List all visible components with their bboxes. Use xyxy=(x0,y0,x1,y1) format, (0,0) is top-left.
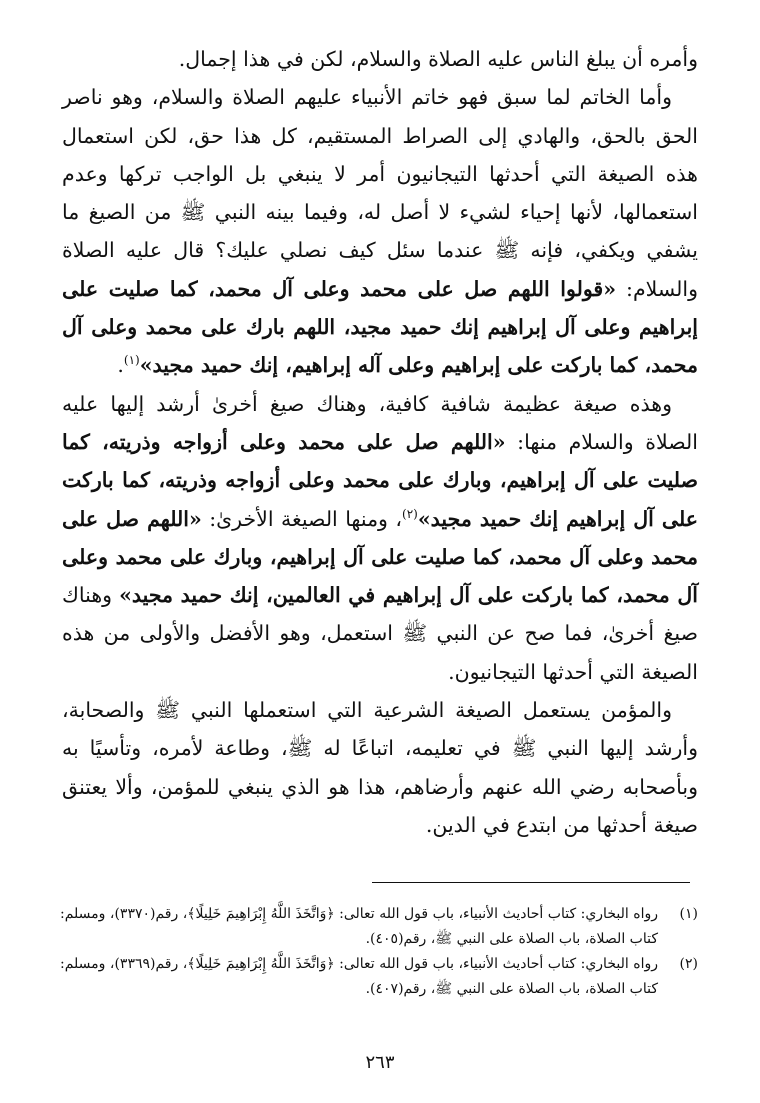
footnotes xyxy=(60,902,698,1002)
footnote-1 xyxy=(60,902,698,952)
salat-formula-quote-3: «اللهم صل على محمد وعلى آل محمد، كما صليت على آل إبراهيم، وبارك على محمد وعلى آل محمد، كما باركت على آل إبراهيم في العالمين، إنك حميد مجيد» xyxy=(62,506,698,608)
paragraph-2-end: . xyxy=(117,353,124,378)
paragraph-2-text: وأما الخاتم لما سبق فهو خاتم الأنبياء عليهم الصلاة والسلام، وهو ناصر الحق بالحق، والهادي إلى الصراط المستقيم، كل هذا حق، لكن استعمال هذه الصيغة التي أحدثها التيجانيون أمر لا ينبغي بل الواجب تركها وعدم استعمالها، لأنها إحياء لشيء لا أصل له، وفيما بينه النبي ﷺ من الصيغ ما يشفي ويكفي، فإنه ﷺ عندما سئل كيف نصلي عليك؟ قال عليه الصلاة والسلام: xyxy=(62,85,698,301)
main-text xyxy=(62,40,698,844)
footnote-ref-1[interactable]: (١) xyxy=(123,353,140,368)
paragraph-1: وأمره أن يبلغ الناس عليه الصلاة والسلام، لكن في هذا إجمال. xyxy=(178,47,698,71)
footnote-ref-2[interactable]: (٢) xyxy=(402,506,418,521)
footnote-text: رواه البخاري: كتاب أحاديث الأنبياء، باب قول الله تعالى: ﴿وَاتَّخَذَ اللَّهُ إِبْرَاهِيمَ خَلِيلًا﴾، رقم(٣٣٦٩)، ومسلم: كتاب الصلاة، باب الصلاة على النبي ﷺ، رقم(٤٠٧). xyxy=(60,956,658,997)
paragraph-3-text-b: ، ومنها الصيغة الأخرىٰ: xyxy=(201,506,403,531)
footnote-separator xyxy=(372,882,690,883)
footnote-number: (٢) xyxy=(679,956,698,972)
salat-formula-quote-2: «اللهم صل على محمد وعلى أزواجه وذريته، كما صليت على آل إبراهيم، وبارك على محمد وعلى أزواجه وذريته، كما باركت على آل إبراهيم إنك حميد مجيد» xyxy=(62,429,698,531)
footnote-number: (١) xyxy=(679,906,698,922)
paragraph-4: والمؤمن يستعمل الصيغة الشرعية التي استعملها النبي ﷺ والصحابة، وأرشد إليها النبي ﷺ في تعليمه، اتباعًا له ﷺ، وطاعة لأمره، وتأسيًا به وبأصحابه رضي الله عنهم وأرضاهم، هذا هو الذي ينبغي للمؤمن، وألا يعتنق صيغة أحدثها من ابتدع في الدين. xyxy=(62,698,698,837)
salat-formula-quote-1: «قولوا اللهم صل على محمد وعلى آل محمد، كما صليت على إبراهيم وعلى آل إبراهيم إنك حميد مجيد، اللهم بارك على محمد وعلى آل محمد، كما باركت على إبراهيم وعلى آله إبراهيم، إنك حميد مجيد» xyxy=(62,276,698,378)
page-number: ٢٦٣ xyxy=(365,1052,395,1073)
paragraph-2 xyxy=(62,78,698,384)
paragraph-3 xyxy=(62,385,698,691)
footnote-text: رواه البخاري: كتاب أحاديث الأنبياء، باب قول الله تعالى: ﴿وَاتَّخَذَ اللَّهُ إِبْرَاهِيمَ خَلِيلًا﴾، رقم(٣٣٧٠)، ومسلم: كتاب الصلاة، باب الصلاة على النبي ﷺ، رقم(٤٠٥). xyxy=(60,906,658,947)
paragraph-3-text-a: وهذه صيغة عظيمة شافية كافية، وهناك صيغ أخرىٰ أرشد إليها عليه الصلاة والسلام منها: xyxy=(62,391,698,454)
footnote-2 xyxy=(60,952,698,1002)
paragraph-3-text-c: وهناك صيغ أخرىٰ، فما صح عن النبي ﷺ استعمل، وهو الأفضل والأولى من هذه الصيغة التي أحدثها التيجانيون. xyxy=(62,583,698,684)
